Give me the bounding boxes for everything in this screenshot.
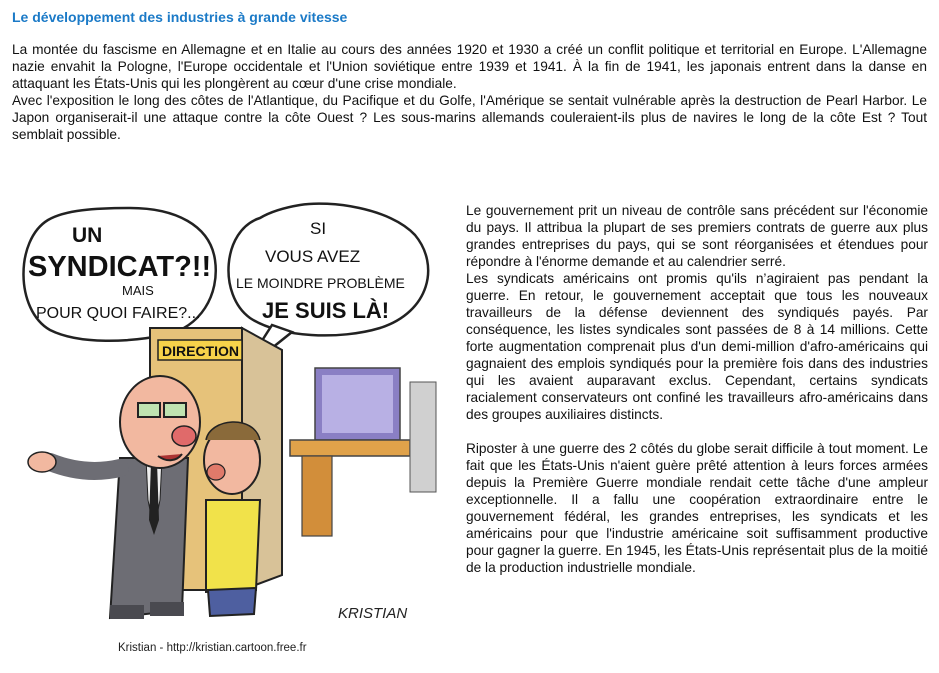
boss-shoe-left [110, 605, 144, 619]
paragraph-spacer [466, 423, 928, 440]
boss-glasses-left [138, 403, 160, 417]
direction-sign-text: DIRECTION [162, 343, 239, 359]
body-paragraph-3: Riposter à une guerre des 2 côtés du globe serait difficile à tout moment. Le fait que les États-Unis n'aient guère prêté attention à leurs forces armées depuis la Première Guerre mondiale rendait cette tâche d'une ampleur exceptionnelle. Il a fallu une coopération extraordinaire entre le gouvernement fédéral, les grandes entreprises, les syndicats et les américains pour que l'industrie américaine soit suffisamment productive pour gagner la guerre. En 1945, les États-Unis représentait plus de la moitié de la production industrielle mondiale. [466, 441, 928, 575]
boss-shoe-right [150, 602, 184, 616]
boss-nose [172, 426, 196, 446]
boss-hand [28, 452, 56, 472]
bubble-right-line-3: LE MOINDRE PROBLÈME [236, 275, 405, 291]
boss-head [120, 376, 200, 468]
cartoon-illustration [10, 200, 442, 632]
cartoon-signature: KRISTIAN [338, 605, 408, 622]
worker-shirt [206, 500, 260, 592]
worker-trousers [208, 588, 256, 616]
worker-nose [207, 464, 225, 480]
intro-paragraph-1: La montée du fascisme en Allemagne et en Italie au cours des années 1920 et 1930 a créé un conflit politique et territorial en Europe. L'Allemagne nazie envahit la Pologne, l'Europe occidentale et l'Union soviétique entre 1939 et 1941. À la fin de 1941, les japonais entrent dans la danse en attaquant les États-Unis qui les plongèrent au cœur d'une crise mondiale. [12, 42, 927, 91]
intro-text [12, 42, 927, 143]
bubble-right-line-4: JE SUIS LÀ! [262, 298, 390, 323]
bubble-left-line-4: POUR QUOI FAIRE?... [36, 305, 201, 322]
body-paragraph-1: Le gouvernement prit un niveau de contrôle sans précédent sur l'économie du pays. Il attribua la plupart de ses premiers contrats de guerre aux plus grandes entreprises du pays, qui se sont réorganisées et étendues pour répondre à l'énorme demande et au calendrier serré. [466, 203, 928, 269]
boss-arm [50, 462, 120, 471]
monitor-screen [322, 375, 393, 433]
intro-paragraph-2: Avec l'exposition le long des côtes de l'Atlantique, du Pacifique et du Golfe, l'Amérique se sentait vulnérable après la destruction de Pearl Harbor. Le Japon organiserait-il une attaque contre la côte Ouest ? Les sous-marins allemands couleraient-ils plus de navires le long de la côte Est ? Tout semblait possible. [12, 92, 927, 142]
body-text [466, 202, 928, 576]
boss-glasses-right [164, 403, 186, 417]
body-paragraph-2: Les syndicats américains ont promis qu'ils n’agiraient pas pendant la guerre. En retour, le gouvernement acceptait que tous les nouveaux travailleurs de la défense deviennent des syndiqués payés. Par conséquence, les listes syndicales sont passées de 8 à 14 millions. Cette forte augmentation comprenait plus d'un demi-million d'afro-américains qui gagnaient des emplois syndiqués pour la première fois dans des industries qui les avaient auparavant exclus. Cependant, certains syndicats racialement conservateurs ont confiné les travailleurs afro-américains dans des groupes auxiliaires distincts. [466, 271, 928, 422]
bubble-right-line-1: SI [310, 219, 327, 238]
desk-drawer [302, 456, 332, 536]
desk-top [290, 440, 410, 456]
page-title: Le développement des industries à grande vitesse [12, 9, 348, 25]
image-credit: Kristian - http://kristian.cartoon.free.fr [118, 642, 307, 654]
cartoon-drawing [10, 200, 442, 632]
bubble-left-line-1: UN [72, 224, 103, 247]
bubble-right-line-2: VOUS AVEZ [265, 247, 361, 266]
bubble-left-line-2: SYNDICAT?!! [28, 251, 212, 283]
bubble-left-line-3: MAIS [122, 283, 154, 298]
office-wall-panel [410, 382, 436, 492]
